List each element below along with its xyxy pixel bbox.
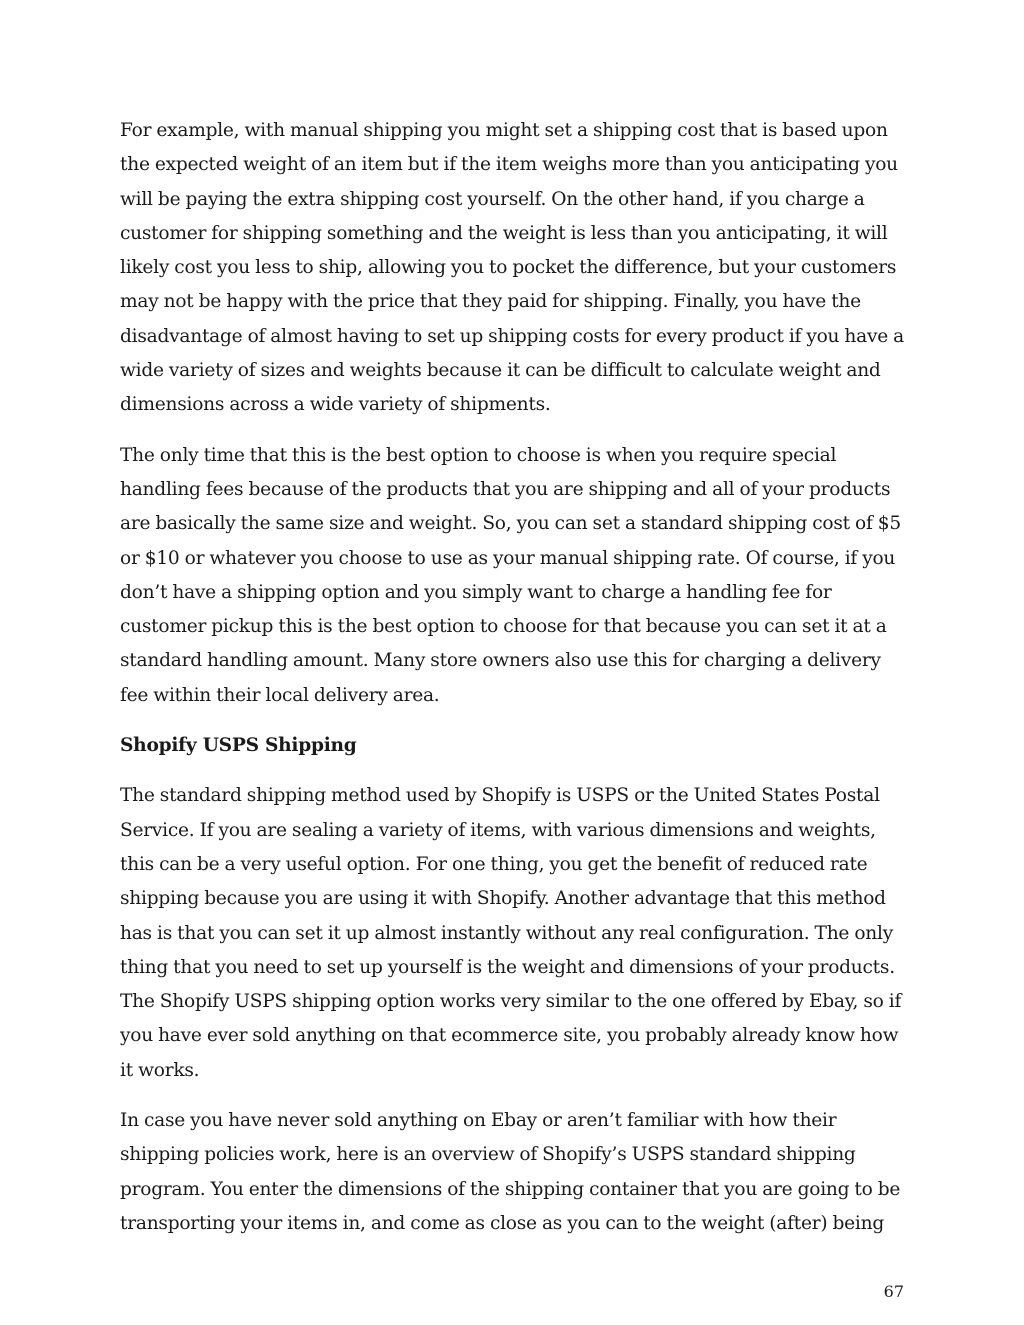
paragraph-manual-shipping-example: For example, with manual shipping you might set a shipping cost that is based upon the expected weight of an item but if the item weighs more than you anticipating you will be paying the extra shipping cost yourself. On the other hand, if you charge a customer for shipping something and the weight is less than you anticipating, it will likely cost you less to ship, allowing you to pocket the difference, but your customers may not be happy with the price that they paid for shipping. Finally, you have the disadvantage of almost having to set up shipping costs for every product if you have a wide variety of sizes and weights because it can be difficult to calculate weight and dimensions across a wide variety of shipments.	[120, 120, 904, 416]
page-number: 67	[883, 1282, 904, 1301]
paragraph-usps-standard: The standard shipping method used by Shopify is USPS or the United States Postal Service. If you are sealing a variety of items, with various dimensions and weights, this can be a very useful option. For one thing, you get the benefit of reduced rate shipping because you are using it with Shopify. Another advantage that this method has is that you can set it up almost instantly without any real configuration. The only thing that you need to set up yourself is the weight and dimensions of your products. The Shopify USPS shipping option works very similar to the one offered by Ebay, so if you have ever sold anything on that ecommerce site, you probably already know how it works.	[120, 785, 902, 1081]
paragraph-usps-overview: In case you have never sold anything on Ebay or aren’t familiar with how their shipping policies work, here is an overview of Shopify’s USPS standard shipping program. You enter the dimensions of the shipping container that you are going to be transporting your items in, and come as close as you can to the weight (after) being	[120, 1110, 901, 1234]
paragraph-best-option: The only time that this is the best option to choose is when you require special handling fees because of the products that you are shipping and all of your products are basically the same size and weight. So, you can set a standard shipping cost of $5 or $10 or whatever you choose to use as your manual shipping rate. Of course, if you don’t have a shipping option and you simply want to charge a handling fee for customer pickup this is the best option to choose for that because you can set it at a standard handling amount. Many store owners also use this for charging a delivery fee within their local delivery area.	[120, 444, 901, 706]
document-page	[120, 114, 904, 1257]
section-heading: Shopify USPS Shipping	[120, 735, 357, 757]
